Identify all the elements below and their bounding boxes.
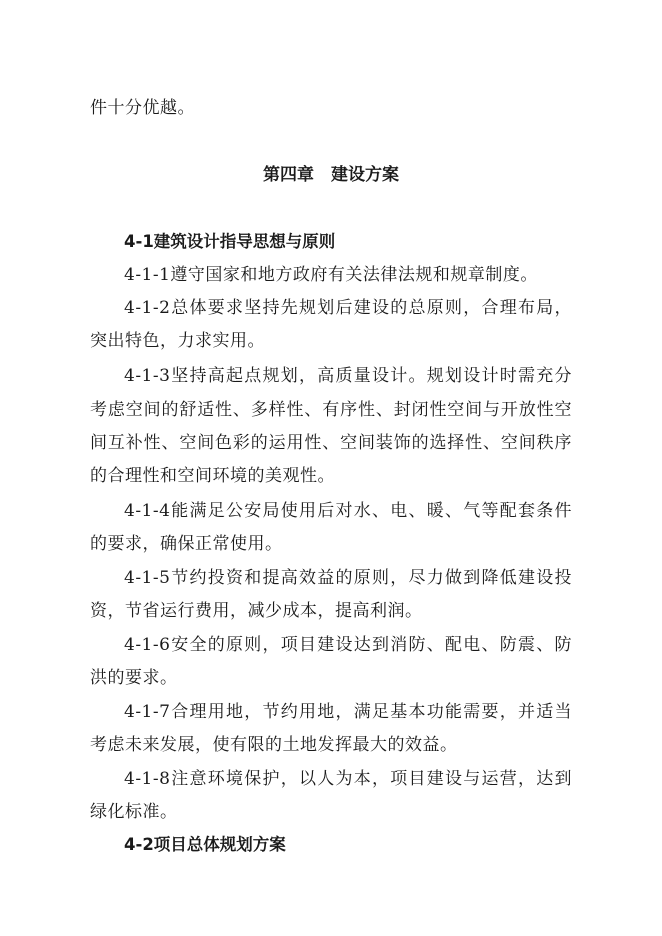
- paragraph-line: 资，节省运行费用，减少成本，提高利润。: [90, 601, 423, 621]
- paragraph-line: 绿化标准。: [90, 802, 178, 822]
- section-title: 4-1建筑设计指导思想与原则: [124, 232, 336, 251]
- continuation-text: 件十分优越。: [90, 98, 195, 118]
- paragraph-line: 间互补性、空间色彩的运用性、空间装饰的选择性、空间秩序: [90, 433, 572, 453]
- paragraph-line: 考虑未来发展，使有限的土地发挥最大的效益。: [90, 735, 458, 755]
- paragraph-line: 的合理性和空间环境的美观性。: [90, 466, 335, 486]
- paragraph-line: 4-1-5节约投资和提高效益的原则，尽力做到降低建设投: [124, 568, 572, 588]
- paragraph-line: 4-1-2总体要求坚持先规划后建设的总原则，合理布局，: [124, 298, 572, 318]
- paragraph-line: 考虑空间的舒适性、多样性、有序性、封闭性空间与开放性空: [90, 400, 572, 420]
- paragraph-line: 洪的要求。: [90, 668, 178, 688]
- paragraph-line: 4-1-6安全的原则，项目建设达到消防、配电、防震、防: [124, 635, 572, 655]
- paragraph-line: 突出特色，力求实用。: [90, 331, 265, 351]
- paragraph-line: 的要求，确保正常使用。: [90, 534, 283, 554]
- chapter-title: 第四章 建设方案: [263, 165, 399, 185]
- paragraph-line: 4-1-8注意环境保护，以人为本，项目建设与运营，达到: [124, 769, 572, 789]
- paragraph-line: 4-1-4能满足公安局使用后对水、电、暖、气等配套条件: [124, 501, 572, 521]
- section-title: 4-2项目总体规划方案: [124, 835, 286, 854]
- paragraph-line: 4-1-3坚持高起点规划，高质量设计。规划设计时需充分: [124, 366, 572, 386]
- paragraph-line: 4-1-1遵守国家和地方政府有关法律法规和规章制度。: [124, 265, 538, 285]
- paragraph-line: 4-1-7合理用地，节约用地，满足基本功能需要，并适当: [124, 702, 572, 722]
